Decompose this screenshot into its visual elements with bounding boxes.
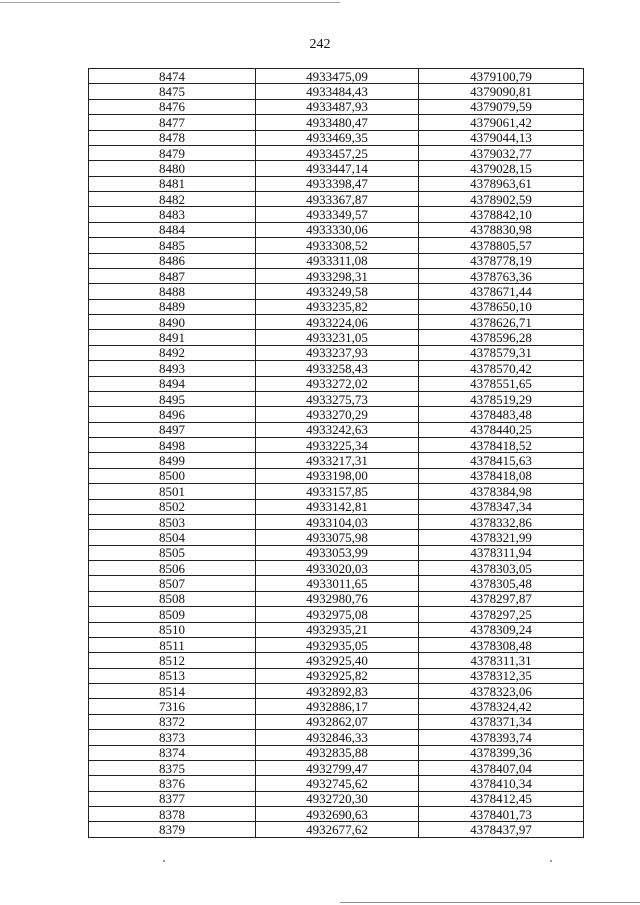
x-coordinate-cell: 4933258,43 xyxy=(256,361,419,376)
x-coordinate-cell: 4933249,58 xyxy=(256,284,419,299)
point-number-cell: 8373 xyxy=(89,730,256,745)
point-number-cell: 8500 xyxy=(89,468,256,483)
x-coordinate-cell: 4933053,99 xyxy=(256,545,419,560)
point-number-cell: 8474 xyxy=(89,69,256,84)
table-row xyxy=(89,115,584,130)
table-row xyxy=(89,84,584,99)
y-coordinate-cell: 4379028,15 xyxy=(419,161,584,176)
point-number-cell: 8502 xyxy=(89,499,256,514)
table-row xyxy=(89,438,584,453)
table-row xyxy=(89,207,584,222)
point-number-cell: 8495 xyxy=(89,391,256,406)
x-coordinate-cell: 4932935,05 xyxy=(256,637,419,652)
y-coordinate-cell: 4378570,42 xyxy=(419,361,584,376)
point-number-cell: 8372 xyxy=(89,714,256,729)
table-row xyxy=(89,530,584,545)
x-coordinate-cell: 4933457,25 xyxy=(256,145,419,160)
x-coordinate-cell: 4932745,62 xyxy=(256,776,419,791)
table-row xyxy=(89,391,584,406)
y-coordinate-cell: 4379061,42 xyxy=(419,115,584,130)
y-coordinate-cell: 4378297,87 xyxy=(419,591,584,606)
point-number-cell: 8481 xyxy=(89,176,256,191)
scan-speck xyxy=(550,860,552,862)
y-coordinate-cell: 4378671,44 xyxy=(419,284,584,299)
table-row xyxy=(89,791,584,806)
x-coordinate-cell: 4932846,33 xyxy=(256,730,419,745)
table-row xyxy=(89,468,584,483)
table-row xyxy=(89,807,584,822)
table-row xyxy=(89,514,584,529)
x-coordinate-cell: 4933311,08 xyxy=(256,253,419,268)
y-coordinate-cell: 4378308,48 xyxy=(419,637,584,652)
y-coordinate-cell: 4378778,19 xyxy=(419,253,584,268)
point-number-cell: 8374 xyxy=(89,745,256,760)
y-coordinate-cell: 4378371,34 xyxy=(419,714,584,729)
x-coordinate-cell: 4933237,93 xyxy=(256,345,419,360)
table-row xyxy=(89,361,584,376)
x-coordinate-cell: 4932886,17 xyxy=(256,699,419,714)
coordinates-table-body xyxy=(89,69,584,838)
point-number-cell: 8510 xyxy=(89,622,256,637)
x-coordinate-cell: 4933270,29 xyxy=(256,407,419,422)
y-coordinate-cell: 4378437,97 xyxy=(419,822,584,837)
point-number-cell: 8508 xyxy=(89,591,256,606)
y-coordinate-cell: 4378830,98 xyxy=(419,222,584,237)
point-number-cell: 8514 xyxy=(89,684,256,699)
table-row xyxy=(89,99,584,114)
y-coordinate-cell: 4378321,99 xyxy=(419,530,584,545)
y-coordinate-cell: 4378842,10 xyxy=(419,207,584,222)
x-coordinate-cell: 4933480,47 xyxy=(256,115,419,130)
x-coordinate-cell: 4932690,63 xyxy=(256,807,419,822)
table-row xyxy=(89,130,584,145)
x-coordinate-cell: 4933225,34 xyxy=(256,438,419,453)
point-number-cell: 8496 xyxy=(89,407,256,422)
point-number-cell: 8491 xyxy=(89,330,256,345)
y-coordinate-cell: 4378312,35 xyxy=(419,668,584,683)
table-row xyxy=(89,499,584,514)
point-number-cell: 8497 xyxy=(89,422,256,437)
point-number-cell: 8490 xyxy=(89,315,256,330)
page-number: 242 xyxy=(309,37,331,52)
point-number-cell: 8484 xyxy=(89,222,256,237)
table-row xyxy=(89,69,584,84)
table-row xyxy=(89,561,584,576)
scan-edge-line-top xyxy=(0,2,340,3)
x-coordinate-cell: 4933487,93 xyxy=(256,99,419,114)
x-coordinate-cell: 4933398,47 xyxy=(256,176,419,191)
y-coordinate-cell: 4378393,74 xyxy=(419,730,584,745)
point-number-cell: 8486 xyxy=(89,253,256,268)
table-row xyxy=(89,345,584,360)
table-row xyxy=(89,637,584,652)
table-row xyxy=(89,284,584,299)
point-number-cell: 8513 xyxy=(89,668,256,683)
scan-edge-line-bottom xyxy=(340,902,640,903)
table-row xyxy=(89,668,584,683)
y-coordinate-cell: 4378384,98 xyxy=(419,484,584,499)
y-coordinate-cell: 4378401,73 xyxy=(419,807,584,822)
y-coordinate-cell: 4378323,06 xyxy=(419,684,584,699)
point-number-cell: 8501 xyxy=(89,484,256,499)
point-number-cell: 8485 xyxy=(89,238,256,253)
table-row xyxy=(89,238,584,253)
x-coordinate-cell: 4932975,08 xyxy=(256,607,419,622)
table-row xyxy=(89,745,584,760)
y-coordinate-cell: 4378440,25 xyxy=(419,422,584,437)
y-coordinate-cell: 4378324,42 xyxy=(419,699,584,714)
point-number-cell: 8498 xyxy=(89,438,256,453)
point-number-cell: 8476 xyxy=(89,99,256,114)
table-row xyxy=(89,776,584,791)
point-number-cell: 8505 xyxy=(89,545,256,560)
point-number-cell: 8512 xyxy=(89,653,256,668)
table-row xyxy=(89,760,584,775)
table-row xyxy=(89,730,584,745)
x-coordinate-cell: 4933469,35 xyxy=(256,130,419,145)
x-coordinate-cell: 4932862,07 xyxy=(256,714,419,729)
y-coordinate-cell: 4378579,31 xyxy=(419,345,584,360)
table-row xyxy=(89,253,584,268)
x-coordinate-cell: 4933308,52 xyxy=(256,238,419,253)
y-coordinate-cell: 4378415,63 xyxy=(419,453,584,468)
y-coordinate-cell: 4378418,52 xyxy=(419,438,584,453)
point-number-cell: 8375 xyxy=(89,760,256,775)
point-number-cell: 8506 xyxy=(89,561,256,576)
table-row xyxy=(89,176,584,191)
table-row xyxy=(89,315,584,330)
point-number-cell: 8489 xyxy=(89,299,256,314)
y-coordinate-cell: 4378311,94 xyxy=(419,545,584,560)
x-coordinate-cell: 4933217,31 xyxy=(256,453,419,468)
point-number-cell: 8378 xyxy=(89,807,256,822)
x-coordinate-cell: 4932892,83 xyxy=(256,684,419,699)
y-coordinate-cell: 4378332,86 xyxy=(419,514,584,529)
y-coordinate-cell: 4379032,77 xyxy=(419,145,584,160)
table-row xyxy=(89,591,584,606)
table-row xyxy=(89,161,584,176)
y-coordinate-cell: 4378963,61 xyxy=(419,176,584,191)
y-coordinate-cell: 4378410,34 xyxy=(419,776,584,791)
coordinates-table xyxy=(88,68,584,838)
y-coordinate-cell: 4378407,04 xyxy=(419,760,584,775)
y-coordinate-cell: 4379044,13 xyxy=(419,130,584,145)
point-number-cell: 8493 xyxy=(89,361,256,376)
point-number-cell: 8499 xyxy=(89,453,256,468)
x-coordinate-cell: 4933275,73 xyxy=(256,391,419,406)
y-coordinate-cell: 4378347,34 xyxy=(419,499,584,514)
table-row xyxy=(89,422,584,437)
y-coordinate-cell: 4378412,45 xyxy=(419,791,584,806)
y-coordinate-cell: 4378399,36 xyxy=(419,745,584,760)
table-row xyxy=(89,545,584,560)
table-row xyxy=(89,822,584,837)
point-number-cell: 8511 xyxy=(89,637,256,652)
x-coordinate-cell: 4933475,09 xyxy=(256,69,419,84)
y-coordinate-cell: 4378305,48 xyxy=(419,576,584,591)
point-number-cell: 8379 xyxy=(89,822,256,837)
x-coordinate-cell: 4933235,82 xyxy=(256,299,419,314)
point-number-cell: 8479 xyxy=(89,145,256,160)
table-row xyxy=(89,484,584,499)
table-row xyxy=(89,607,584,622)
x-coordinate-cell: 4932925,82 xyxy=(256,668,419,683)
point-number-cell: 8487 xyxy=(89,268,256,283)
y-coordinate-cell: 4378519,29 xyxy=(419,391,584,406)
y-coordinate-cell: 4378626,71 xyxy=(419,315,584,330)
point-number-cell: 8488 xyxy=(89,284,256,299)
table-row xyxy=(89,407,584,422)
x-coordinate-cell: 4933231,05 xyxy=(256,330,419,345)
x-coordinate-cell: 4933298,31 xyxy=(256,268,419,283)
x-coordinate-cell: 4932925,40 xyxy=(256,653,419,668)
x-coordinate-cell: 4933157,85 xyxy=(256,484,419,499)
point-number-cell: 8492 xyxy=(89,345,256,360)
point-number-cell: 7316 xyxy=(89,699,256,714)
x-coordinate-cell: 4932935,21 xyxy=(256,622,419,637)
y-coordinate-cell: 4378303,05 xyxy=(419,561,584,576)
y-coordinate-cell: 4378297,25 xyxy=(419,607,584,622)
point-number-cell: 8503 xyxy=(89,514,256,529)
x-coordinate-cell: 4932720,30 xyxy=(256,791,419,806)
point-number-cell: 8509 xyxy=(89,607,256,622)
y-coordinate-cell: 4378309,24 xyxy=(419,622,584,637)
y-coordinate-cell: 4378418,08 xyxy=(419,468,584,483)
point-number-cell: 8483 xyxy=(89,207,256,222)
y-coordinate-cell: 4378650,10 xyxy=(419,299,584,314)
point-number-cell: 8504 xyxy=(89,530,256,545)
x-coordinate-cell: 4933349,57 xyxy=(256,207,419,222)
y-coordinate-cell: 4378483,48 xyxy=(419,407,584,422)
x-coordinate-cell: 4932677,62 xyxy=(256,822,419,837)
scan-speck xyxy=(163,860,165,862)
y-coordinate-cell: 4378805,57 xyxy=(419,238,584,253)
point-number-cell: 8376 xyxy=(89,776,256,791)
point-number-cell: 8507 xyxy=(89,576,256,591)
table-row xyxy=(89,376,584,391)
point-number-cell: 8477 xyxy=(89,115,256,130)
x-coordinate-cell: 4933075,98 xyxy=(256,530,419,545)
table-row xyxy=(89,330,584,345)
y-coordinate-cell: 4378763,36 xyxy=(419,268,584,283)
x-coordinate-cell: 4933330,06 xyxy=(256,222,419,237)
point-number-cell: 8480 xyxy=(89,161,256,176)
x-coordinate-cell: 4933367,87 xyxy=(256,192,419,207)
table-row xyxy=(89,222,584,237)
point-number-cell: 8482 xyxy=(89,192,256,207)
table-row xyxy=(89,622,584,637)
y-coordinate-cell: 4378596,28 xyxy=(419,330,584,345)
table-row xyxy=(89,299,584,314)
y-coordinate-cell: 4378311,31 xyxy=(419,653,584,668)
x-coordinate-cell: 4932835,88 xyxy=(256,745,419,760)
x-coordinate-cell: 4933198,00 xyxy=(256,468,419,483)
x-coordinate-cell: 4933224,06 xyxy=(256,315,419,330)
x-coordinate-cell: 4932799,47 xyxy=(256,760,419,775)
x-coordinate-cell: 4933484,43 xyxy=(256,84,419,99)
x-coordinate-cell: 4933272,02 xyxy=(256,376,419,391)
y-coordinate-cell: 4378551,65 xyxy=(419,376,584,391)
x-coordinate-cell: 4933104,03 xyxy=(256,514,419,529)
table-row xyxy=(89,699,584,714)
table-row xyxy=(89,192,584,207)
y-coordinate-cell: 4379100,79 xyxy=(419,69,584,84)
y-coordinate-cell: 4378902,59 xyxy=(419,192,584,207)
table-row xyxy=(89,576,584,591)
y-coordinate-cell: 4379079,59 xyxy=(419,99,584,114)
x-coordinate-cell: 4933242,63 xyxy=(256,422,419,437)
table-row xyxy=(89,714,584,729)
x-coordinate-cell: 4932980,76 xyxy=(256,591,419,606)
table-row xyxy=(89,684,584,699)
x-coordinate-cell: 4933142,81 xyxy=(256,499,419,514)
x-coordinate-cell: 4933447,14 xyxy=(256,161,419,176)
point-number-cell: 8478 xyxy=(89,130,256,145)
table-row xyxy=(89,653,584,668)
table-row xyxy=(89,453,584,468)
point-number-cell: 8377 xyxy=(89,791,256,806)
point-number-cell: 8494 xyxy=(89,376,256,391)
x-coordinate-cell: 4933011,65 xyxy=(256,576,419,591)
table-row xyxy=(89,268,584,283)
y-coordinate-cell: 4379090,81 xyxy=(419,84,584,99)
point-number-cell: 8475 xyxy=(89,84,256,99)
table-row xyxy=(89,145,584,160)
x-coordinate-cell: 4933020,03 xyxy=(256,561,419,576)
